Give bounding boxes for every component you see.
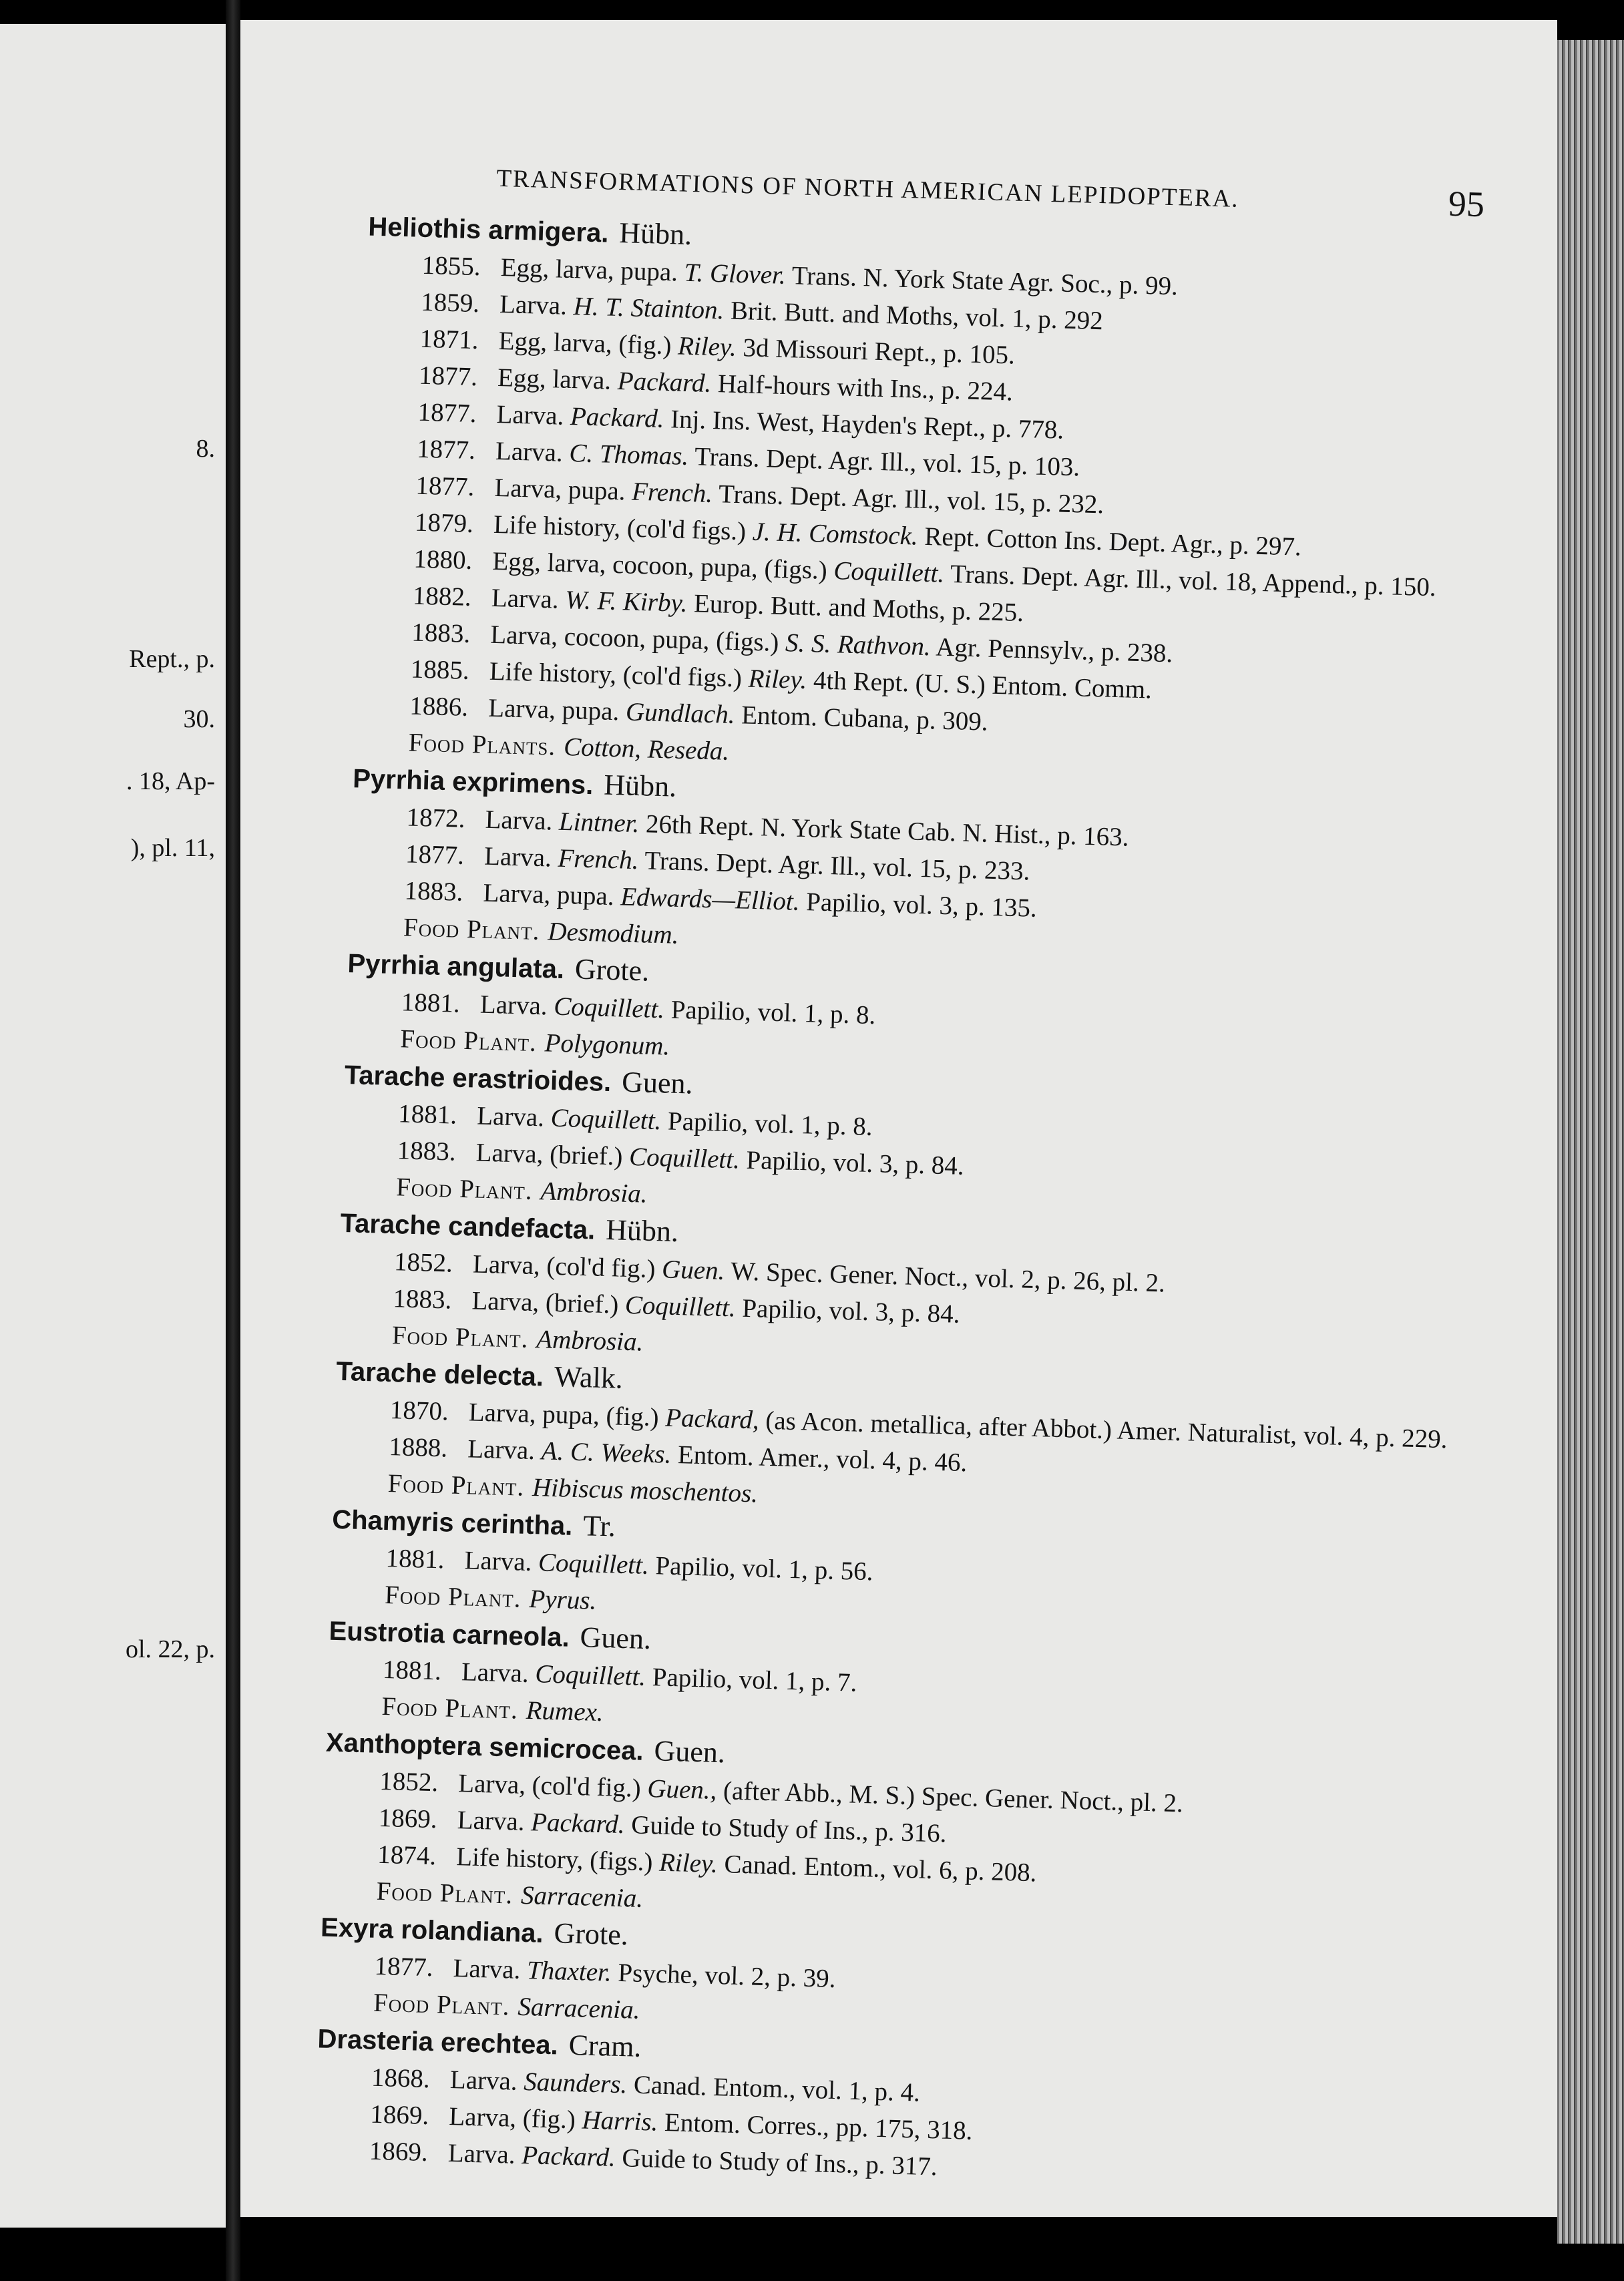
species-author: Hübn. — [605, 1213, 679, 1249]
ref-source: Trans. Dept. Agr. Ill., vol. 15, p. 233. — [644, 846, 1030, 886]
ref-author: Packard. — [530, 1808, 626, 1840]
ref-author: Coquillett. — [534, 1659, 646, 1691]
ref-source: Papilio, vol. 1, p. 8. — [670, 995, 876, 1030]
ref-year: 1883. — [411, 618, 471, 648]
ref-author: Coquillett. — [538, 1548, 650, 1580]
species-name: Heliothis armigera. — [367, 212, 610, 248]
species-author: Grote. — [553, 1916, 629, 1952]
ref-year: 1881. — [385, 1543, 445, 1575]
ref-author: C. Thomas. — [568, 439, 689, 471]
food-plant-label: Food Plant. — [391, 1321, 529, 1354]
ref-year: 1871. — [419, 324, 479, 355]
ref-year: 1869. — [369, 2136, 429, 2167]
species-author: Walk. — [554, 1360, 624, 1395]
ref-description: Larva, cocoon, pupa, (figs.) — [489, 620, 779, 657]
ref-source: 3d Missouri Rept., p. 105. — [743, 333, 1016, 370]
ref-year: 1882. — [412, 581, 472, 612]
ref-description: Larva, (fig.) — [448, 2101, 576, 2135]
species-name: Tarache erastrioides. — [344, 1060, 612, 1098]
ref-year: 1869. — [369, 2099, 429, 2131]
species-author: Hübn. — [603, 768, 677, 803]
species-name: Tarache candefacta. — [340, 1208, 596, 1245]
food-plant-names: Sarracenia. — [520, 1880, 644, 1913]
ref-year: 1885. — [410, 654, 470, 685]
left-page-fragment: . 18, Ap- — [126, 767, 215, 795]
food-plant-label: Food Plant. — [381, 1691, 519, 1725]
ref-author: Riley. — [677, 331, 737, 362]
page-number: 95 — [1448, 183, 1485, 225]
ref-year: 1879. — [414, 507, 474, 539]
ref-author: Riley. — [748, 664, 807, 695]
ref-year: 1881. — [382, 1655, 442, 1686]
ref-author: W. F. Kirby. — [564, 585, 688, 618]
ref-year: 1877. — [417, 397, 477, 429]
ref-source: Agr. Pennsylv., p. 238. — [935, 632, 1173, 668]
ref-author: Coquillett. — [624, 1290, 737, 1323]
ref-description: Larva, pupa. — [487, 693, 620, 727]
ref-description: Larva. — [495, 436, 564, 467]
ref-author: Harris. — [582, 2105, 658, 2137]
ref-description: Larva. — [491, 583, 560, 614]
ref-source: Rept. Cotton Ins. Dept. Agr., p. 297. — [924, 522, 1302, 562]
ref-source: Inj. Ins. West, Hayden's Rept., p. 778. — [670, 405, 1064, 445]
ref-description: Egg, larva. — [497, 363, 612, 395]
ref-source: Trans. N. York State Agr. Soc., p. 99. — [791, 261, 1179, 301]
ref-source: Guide to Study of Ins., p. 316. — [630, 1810, 948, 1848]
ref-source: Papilio, vol. 1, p. 7. — [652, 1663, 857, 1697]
species-author: Hübn. — [618, 216, 692, 251]
ref-author: French. — [557, 843, 640, 875]
ref-author: Saunders. — [523, 2067, 628, 2099]
ref-description: Larva. — [476, 1101, 545, 1132]
ref-author: Coquillett. — [833, 556, 945, 588]
ref-source: Papilio, vol. 3, p. 135. — [805, 887, 1038, 923]
ref-author: S. S. Rathvon. — [785, 628, 932, 662]
food-plant-label: Food Plant. — [376, 1876, 514, 1910]
ref-year: 1870. — [389, 1396, 449, 1426]
species-name: Pyrrhia exprimens. — [352, 764, 594, 801]
ref-author: Packard. — [617, 366, 712, 398]
species-author: Guen. — [653, 1734, 726, 1770]
species-author: Guen. — [580, 1621, 652, 1656]
ref-year: 1883. — [397, 1136, 457, 1167]
ref-author: Thaxter. — [526, 1956, 612, 1987]
food-plant-label: Food Plant. — [387, 1469, 525, 1502]
ref-author: Guen. — [661, 1255, 725, 1285]
species-author: Cram. — [568, 2028, 642, 2063]
ref-source: Entom. Corres., pp. 175, 318. — [664, 2107, 974, 2145]
page-content — [240, 20, 1557, 2217]
ref-year: 1886. — [409, 691, 469, 722]
ref-year: 1877. — [415, 471, 475, 502]
left-page-fragment: ), pl. 11, — [130, 834, 215, 862]
species-name: Exyra rolandiana. — [320, 1912, 544, 1948]
species-name: Pyrrhia angulata. — [347, 949, 565, 985]
ref-author: Packard. — [570, 402, 665, 433]
ref-description: Larva. — [483, 841, 552, 873]
ref-source: Trans. Dept. Agr. Ill., vol. 18, Append., p. 150. — [950, 560, 1437, 602]
ref-description: Larva. — [485, 805, 553, 836]
left-page-fragment: Rept., p. — [129, 645, 215, 673]
species-author: Guen. — [621, 1065, 694, 1100]
ref-author: T. Glover. — [684, 258, 787, 290]
ref-source: W. Spec. Gener. Noct., vol. 2, p. 26, pl. 2. — [730, 1257, 1166, 1298]
food-plant-label: Food Plant. — [403, 913, 541, 946]
ref-source: Papilio, vol. 3, p. 84. — [741, 1293, 961, 1329]
species-name: Drasteria erechtea. — [317, 2024, 559, 2061]
ref-source: Papilio, vol. 1, p. 56. — [654, 1551, 874, 1587]
ref-year: 1877. — [418, 361, 478, 392]
ref-source: Canad. Entom., vol. 6, p. 208. — [724, 1850, 1038, 1888]
ref-author: Coquillett. — [553, 992, 665, 1024]
left-page-fragment: 8. — [196, 435, 215, 463]
species-author: Tr. — [582, 1509, 616, 1543]
ref-year: 1872. — [406, 803, 466, 833]
food-plant-names: Rumex. — [526, 1695, 604, 1727]
entry-list — [314, 207, 1490, 2199]
food-plant-label: Food Plant. — [384, 1580, 522, 1613]
ref-author: J. H. Comstock. — [752, 517, 919, 551]
ref-source: Half-hours with Ins., p. 224. — [717, 369, 1014, 407]
food-plant-names: Polygonum. — [544, 1028, 670, 1061]
running-title: TRANSFORMATIONS OF NORTH AMERICAN LEPIDOPTERA. — [495, 164, 1240, 213]
ref-description: Larva. — [447, 2138, 516, 2169]
ref-year: 1883. — [393, 1284, 452, 1315]
food-plant-names: Sarracenia. — [517, 1992, 641, 2025]
running-header — [495, 164, 1485, 225]
ref-year: 1859. — [420, 287, 480, 319]
ref-description: Larva. — [496, 399, 564, 431]
ref-description: Larva, (brief.) — [471, 1286, 619, 1319]
ref-description: Egg, larva, (fig.) — [498, 326, 672, 361]
ref-description: Larva. — [461, 1657, 530, 1689]
ref-year: 1877. — [405, 839, 465, 870]
ref-description: Life history, (figs.) — [455, 1842, 654, 1877]
ref-author: French. — [631, 477, 713, 509]
food-plant-names: Cotton, Reseda. — [563, 732, 730, 766]
ref-author: Guen., — [646, 1774, 717, 1805]
ref-description: Larva, pupa. — [493, 473, 626, 506]
ref-description: Larva. — [464, 1546, 532, 1577]
ref-description: Larva. — [457, 1806, 526, 1836]
ref-description: Larva. — [449, 2065, 518, 2096]
ref-year: 1874. — [377, 1840, 437, 1871]
food-plant-label: Food Plant. — [373, 1988, 511, 2021]
species-name: Eustrotia carneola. — [329, 1616, 570, 1653]
ref-source: Europ. Butt. and Moths, p. 225. — [693, 589, 1024, 628]
species-name: Xanthoptera semicrocea. — [325, 1727, 644, 1766]
ref-description: Life history, (col'd figs.) — [493, 509, 747, 546]
ref-description: Larva. — [467, 1434, 536, 1466]
ref-source: (after Abb., M. S.) Spec. Gener. Noct., pl. 2. — [723, 1776, 1184, 1818]
ref-year: 1869. — [378, 1803, 438, 1834]
ref-description: Larva, (brief.) — [475, 1138, 624, 1171]
ref-source: Trans. Dept. Agr. Ill., vol. 15, p. 103. — [694, 442, 1080, 482]
food-plant-label: Food Plant. — [399, 1024, 538, 1057]
ref-source: 4th Rept. (U. S.) Entom. Comm. — [813, 666, 1153, 704]
ref-author: Packard. — [521, 2141, 616, 2172]
ref-author: Lintner. — [558, 807, 640, 839]
species-name: Tarache delecta. — [335, 1356, 544, 1392]
ref-year: 1855. — [421, 250, 481, 282]
page-edges — [1557, 40, 1624, 2244]
ref-source: Psyche, vol. 2, p. 39. — [617, 1958, 837, 1994]
ref-source: Entom. Amer., vol. 4, p. 46. — [677, 1440, 968, 1478]
ref-year: 1888. — [388, 1432, 448, 1463]
ref-source: Papilio, vol. 3, p. 84. — [746, 1145, 965, 1181]
ref-author: Coquillett. — [628, 1142, 741, 1175]
species-name: Chamyris cerintha. — [331, 1504, 573, 1541]
ref-description: Larva. — [453, 1954, 521, 1985]
book-gutter — [226, 0, 240, 2281]
ref-description: Egg, larva, pupa. — [500, 253, 678, 287]
ref-year: 1868. — [371, 2063, 431, 2094]
ref-year: 1881. — [397, 1099, 457, 1130]
ref-author: Riley. — [658, 1848, 719, 1879]
ref-source: Entom. Cubana, p. 309. — [741, 700, 989, 737]
ref-author: A. C. Weeks. — [541, 1436, 672, 1469]
food-plant-names: Hibiscus moschentos. — [532, 1473, 759, 1508]
food-plant-names: Ambrosia. — [540, 1177, 648, 1209]
ref-year: 1883. — [404, 876, 464, 907]
ref-description: Larva, pupa. — [483, 878, 615, 911]
ref-year: 1852. — [379, 1766, 439, 1798]
food-plant-names: Desmodium. — [547, 917, 680, 950]
ref-year: 1880. — [413, 544, 473, 576]
ref-year: 1877. — [416, 434, 476, 465]
ref-source: Papilio, vol. 1, p. 8. — [667, 1106, 873, 1142]
ref-year: 1881. — [401, 988, 461, 1018]
ref-description: Egg, larva, cocoon, pupa, (figs.) — [491, 546, 828, 585]
ref-source: Canad. Entom., vol. 1, p. 4. — [633, 2070, 921, 2107]
ref-author: H. T. Stainton. — [573, 292, 725, 325]
ref-source: Guide to Study of Ins., p. 317. — [621, 2143, 938, 2182]
left-facing-page — [0, 24, 226, 2228]
ref-source: (as Acon. metallica, after Abbot.) Amer. Naturalist, vol. 4, p. 229. — [765, 1406, 1448, 1454]
ref-description: Larva, pupa, (fig.) — [468, 1398, 660, 1432]
ref-description: Larva, (col'd fig.) — [472, 1249, 656, 1284]
ref-description: Larva, (col'd fig.) — [457, 1769, 642, 1803]
right-page — [240, 20, 1557, 2217]
ref-source: 26th Rept. N. York State Cab. N. Hist., p. 163. — [645, 809, 1130, 852]
ref-author: Coquillett. — [550, 1103, 662, 1136]
ref-source: Trans. Dept. Agr. Ill., vol. 15, p. 232. — [718, 479, 1104, 520]
species-author: Grote. — [574, 952, 650, 988]
food-plant-names: Ambrosia. — [536, 1325, 644, 1357]
ref-source: Brit. Butt. and Moths, vol. 1, p. 292 — [730, 296, 1104, 336]
food-plant-label: Food Plant. — [395, 1173, 534, 1205]
left-page-fragment: 30. — [183, 705, 215, 733]
ref-author: Gundlach. — [625, 697, 736, 730]
ref-description: Larva. — [479, 990, 548, 1021]
ref-year: 1852. — [393, 1247, 453, 1278]
ref-author: Packard, — [664, 1403, 760, 1435]
ref-author: Edwards—Elliot. — [620, 882, 801, 916]
ref-year: 1877. — [374, 1951, 434, 1983]
ref-description: Life history, (col'd figs.) — [489, 656, 743, 693]
left-page-fragment: ol. 22, p. — [125, 1635, 215, 1663]
ref-description: Larva. — [499, 290, 568, 321]
food-plant-names: Pyrus. — [528, 1585, 597, 1615]
food-plant-label: Food Plants. — [408, 728, 556, 761]
